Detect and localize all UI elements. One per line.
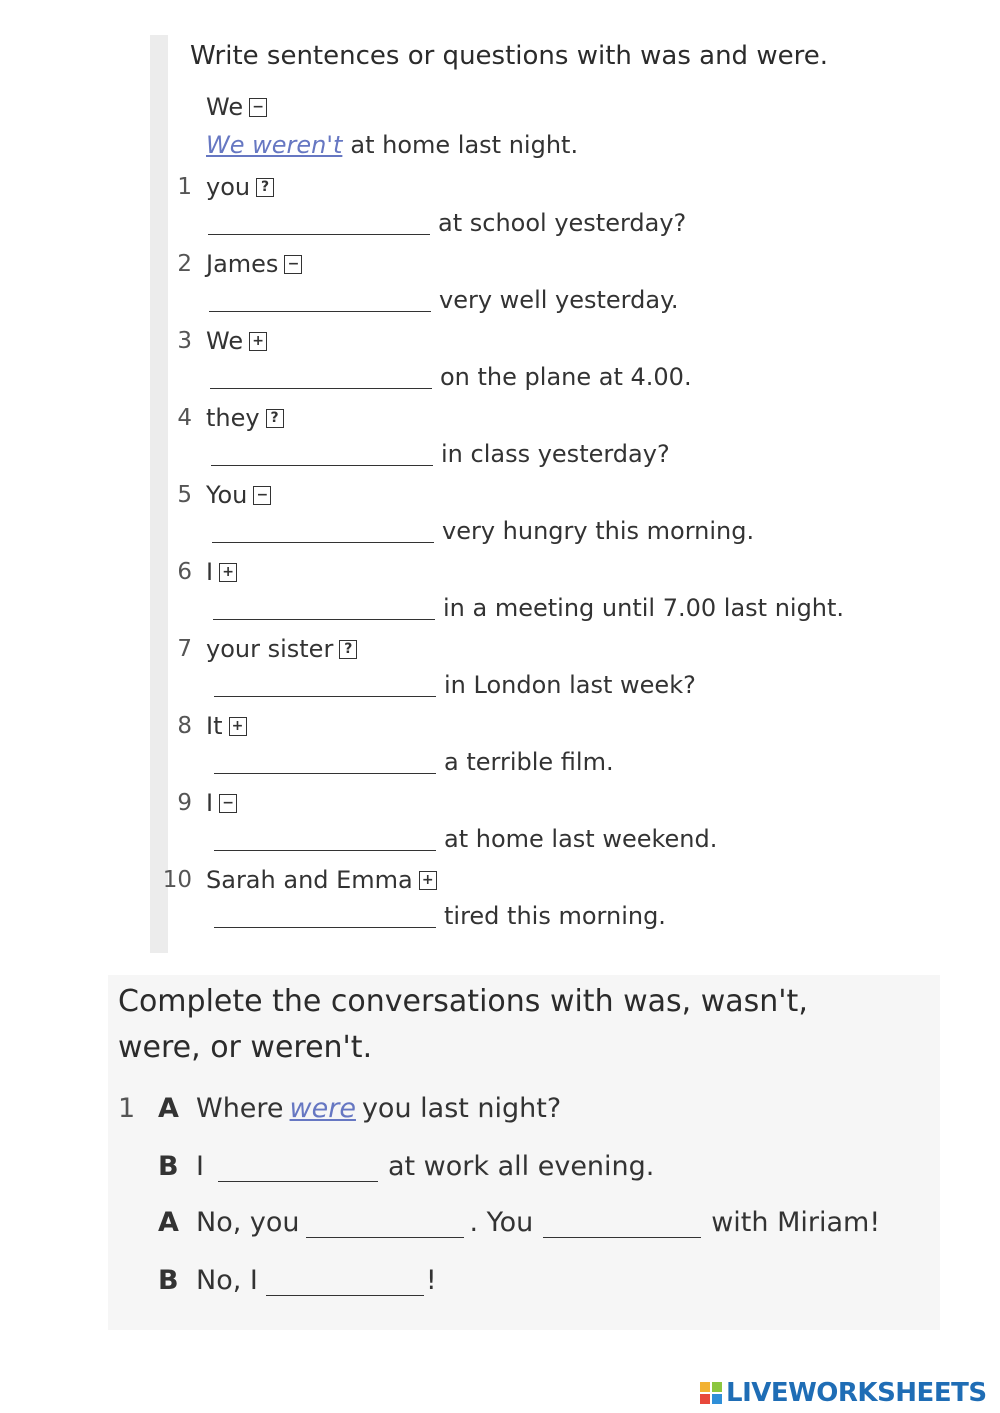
logo-text: LIVEWORKSHEETS — [726, 1378, 987, 1408]
item-prompt — [177, 789, 237, 817]
item-prompt — [177, 250, 302, 278]
item-prompt — [177, 558, 237, 586]
answer-blank[interactable] — [212, 520, 434, 543]
item-rest: tired this morning. — [444, 902, 666, 930]
item-subject: James — [206, 250, 279, 278]
speaker: A — [158, 1093, 179, 1124]
item-subject: you — [206, 173, 251, 201]
question-icon: ? — [339, 640, 357, 659]
example-rest: at home last night. — [350, 131, 579, 159]
item-answer-line — [213, 594, 844, 622]
plus-icon: + — [419, 871, 437, 890]
item-answer-line — [210, 363, 692, 391]
answer-blank[interactable] — [543, 1211, 701, 1238]
item-number: 5 — [177, 482, 192, 508]
liveworksheets-logo — [700, 1376, 987, 1410]
item-prompt — [177, 173, 274, 201]
question-icon: ? — [256, 178, 274, 197]
item-answer-line — [211, 440, 670, 468]
item-prompt — [177, 481, 271, 509]
conversation-line-1 — [118, 1093, 561, 1124]
answer-blank[interactable] — [214, 674, 436, 697]
item-rest: at school yesterday? — [438, 209, 687, 237]
item-rest: in London last week? — [444, 671, 696, 699]
exercise-2-title-line-1: Complete the conversations with was, wasn't, — [118, 984, 808, 1019]
line-text: . You — [469, 1207, 534, 1238]
speaker: A — [158, 1207, 179, 1238]
item-answer-line — [214, 902, 666, 930]
answer-blank[interactable] — [214, 905, 436, 928]
line-text: ! — [425, 1265, 437, 1296]
minus-icon: − — [253, 486, 271, 505]
speaker: B — [158, 1151, 179, 1182]
item-answer-line — [214, 748, 614, 776]
item-subject: You — [206, 481, 248, 509]
item-answer-line — [212, 517, 754, 545]
item-number: 6 — [177, 559, 192, 585]
plus-icon: + — [229, 717, 247, 736]
line-text: at work all evening. — [387, 1151, 655, 1182]
answer-blank[interactable] — [266, 1269, 424, 1296]
answer-blank[interactable] — [211, 443, 433, 466]
answer-blank[interactable] — [210, 366, 432, 389]
item-prompt — [177, 327, 267, 355]
exercise-2-title-line-2: were, or weren't. — [118, 1030, 373, 1065]
item-prompt — [177, 712, 247, 740]
question-icon: ? — [266, 409, 284, 428]
plus-icon: + — [249, 332, 267, 351]
logo-mark-icon — [700, 1382, 722, 1404]
example-subject: We — [206, 93, 244, 121]
line-text: with Miriam! — [711, 1207, 881, 1238]
item-answer-line — [208, 209, 686, 237]
conversation-number: 1 — [118, 1093, 136, 1124]
item-number: 8 — [177, 713, 192, 739]
item-rest: a terrible film. — [444, 748, 614, 776]
item-subject: We — [206, 327, 244, 355]
example-prompt — [206, 93, 267, 121]
item-number: 9 — [177, 790, 192, 816]
item-subject: I — [206, 789, 214, 817]
answer-blank[interactable] — [213, 597, 435, 620]
exercise-1 — [150, 35, 1000, 953]
line-text: you last night? — [361, 1093, 562, 1124]
conversation-line-4 — [158, 1265, 437, 1296]
conversation-line-3 — [158, 1207, 880, 1238]
conversation-line-2 — [158, 1151, 654, 1182]
plus-icon: + — [219, 563, 237, 582]
answer-blank[interactable] — [208, 212, 430, 235]
item-number: 10 — [162, 867, 192, 893]
line-text: Where — [196, 1093, 284, 1124]
example-answer: were — [289, 1093, 356, 1124]
item-rest: on the plane at 4.00. — [440, 363, 692, 391]
minus-icon: − — [219, 794, 237, 813]
answer-blank[interactable] — [214, 828, 436, 851]
item-prompt — [177, 635, 357, 663]
example-answer-line — [206, 131, 578, 159]
item-prompt — [177, 404, 284, 432]
item-answer-line — [214, 671, 696, 699]
minus-icon: − — [284, 255, 302, 274]
item-subject: they — [206, 404, 260, 432]
item-rest: very well yesterday. — [439, 286, 679, 314]
item-rest: in a meeting until 7.00 last night. — [443, 594, 845, 622]
answer-blank[interactable] — [218, 1155, 378, 1182]
item-number: 4 — [177, 405, 192, 431]
item-answer-line — [209, 286, 678, 314]
item-subject: your sister — [206, 635, 334, 663]
line-text: I — [196, 1151, 204, 1182]
item-number: 7 — [177, 636, 192, 662]
line-text: No, you — [196, 1207, 300, 1238]
item-rest: very hungry this morning. — [442, 517, 755, 545]
minus-icon: − — [249, 98, 267, 117]
item-subject: Sarah and Emma — [206, 866, 413, 894]
item-rest: at home last weekend. — [444, 825, 718, 853]
item-subject: I — [206, 558, 214, 586]
item-prompt — [162, 866, 437, 894]
exercise-1-title: Write sentences or questions with was and were. — [190, 41, 828, 71]
item-subject: It — [206, 712, 223, 740]
exercise-2 — [108, 975, 940, 1330]
exercise-2-title — [118, 979, 938, 1071]
item-rest: in class yesterday? — [441, 440, 670, 468]
item-number: 2 — [177, 251, 192, 277]
example-answer: We weren't — [206, 131, 343, 159]
answer-blank[interactable] — [214, 751, 436, 774]
item-number: 3 — [177, 328, 192, 354]
answer-blank[interactable] — [306, 1211, 464, 1238]
speaker: B — [158, 1265, 179, 1296]
item-number: 1 — [177, 174, 192, 200]
answer-blank[interactable] — [209, 289, 431, 312]
line-text: No, I — [196, 1265, 258, 1296]
item-answer-line — [214, 825, 717, 853]
